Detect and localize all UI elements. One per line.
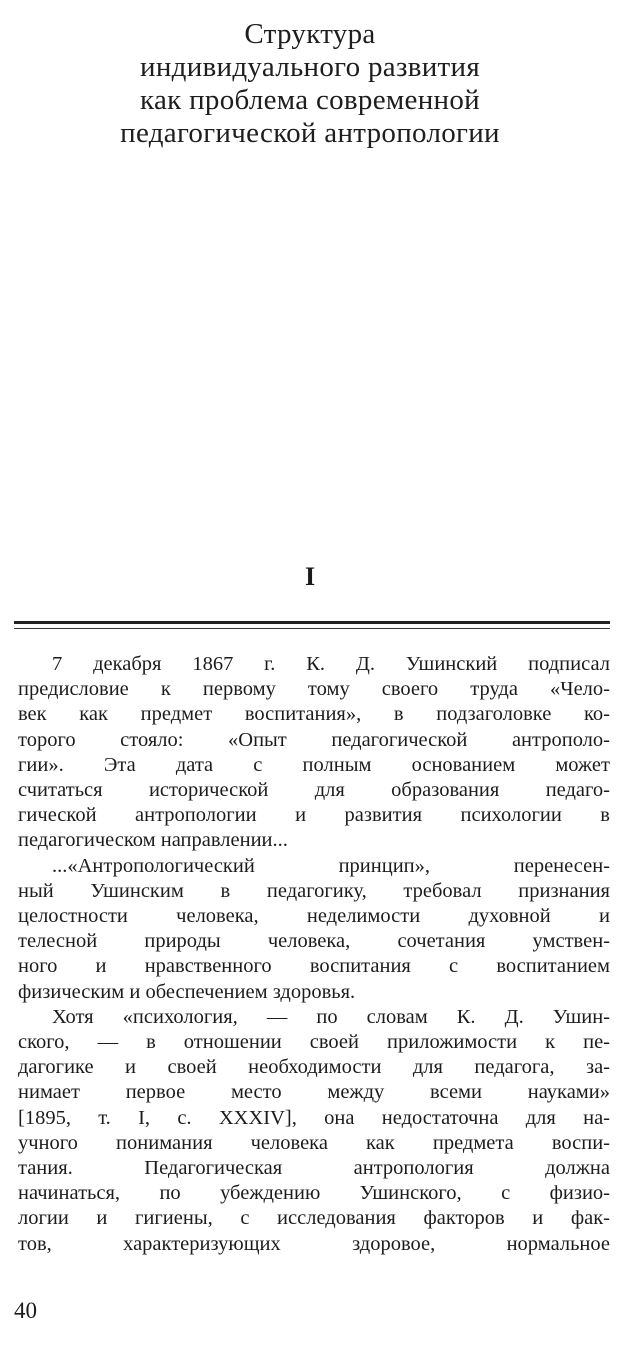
page-number: 40 bbox=[14, 1298, 37, 1323]
text-line: тания. Педагогическая антропология должна bbox=[18, 1157, 610, 1180]
text-line: торого стояло: «Опыт педагогической антрополо- bbox=[18, 728, 610, 751]
chapter-title bbox=[0, 18, 620, 150]
chapter-title-line: Структура bbox=[244, 18, 376, 50]
text-line: физическим и обеспечением здоровья. bbox=[18, 980, 356, 1003]
text-line: гической антропологии и развития психологии в bbox=[18, 804, 610, 827]
section-numeral: I bbox=[304, 562, 316, 591]
text-line: ского, — в отношении своей приложимости к пе- bbox=[18, 1031, 610, 1054]
text-line: начинаться, по убеждению Ушинского, с физио- bbox=[18, 1182, 610, 1205]
text-line: Хотя «психология, — по словам К. Д. Ушин- bbox=[52, 1005, 610, 1028]
text-line: [1895, т. I, с. XXXIV], она недостаточна для на- bbox=[18, 1106, 610, 1129]
text-line: логии и гигиены, с исследования факторов и фак- bbox=[18, 1207, 610, 1230]
section-rule-thin bbox=[14, 628, 610, 629]
text-line: гии». Эта дата с полным основанием может bbox=[18, 753, 610, 776]
chapter-title-line: педагогической антропологии bbox=[120, 117, 500, 149]
text-line: дагогике и своей необходимости для педагога, за- bbox=[18, 1056, 610, 1079]
text-line: предисловие к первому тому своего труда «Чело- bbox=[18, 678, 610, 701]
text-line: телесной природы человека, сочетания умствен- bbox=[18, 930, 610, 953]
text-line: ный Ушинским в педагогику, требовал признания bbox=[18, 879, 610, 902]
text-line: ...«Антропологический принцип», перенесен- bbox=[52, 854, 610, 877]
text-line: тов, характеризующих здоровое, нормальное bbox=[18, 1232, 610, 1255]
paragraph bbox=[18, 652, 610, 854]
paragraph bbox=[18, 1005, 610, 1257]
text-line: 7 декабря 1867 г. К. Д. Ушинский подписал bbox=[52, 653, 610, 675]
text-line: век как предмет воспитания», в подзаголовке ко- bbox=[18, 703, 610, 726]
body-text bbox=[18, 652, 610, 1257]
text-line: педагогическом направлении... bbox=[18, 829, 288, 852]
text-line: учного понимания человека как предмета воспи- bbox=[18, 1131, 610, 1154]
chapter-title-line: как проблема современной bbox=[140, 84, 480, 116]
paragraph bbox=[18, 854, 610, 1005]
text-line: считаться исторической для образования педаго- bbox=[18, 779, 610, 802]
text-line: ного и нравственного воспитания с воспитанием bbox=[18, 955, 610, 978]
text-line: целостности человека, неделимости духовной и bbox=[18, 905, 610, 928]
chapter-title-line: индивидуального развития bbox=[140, 51, 480, 83]
section-rule-thick bbox=[14, 621, 610, 624]
text-line: нимает первое место между всеми науками» bbox=[18, 1081, 610, 1104]
